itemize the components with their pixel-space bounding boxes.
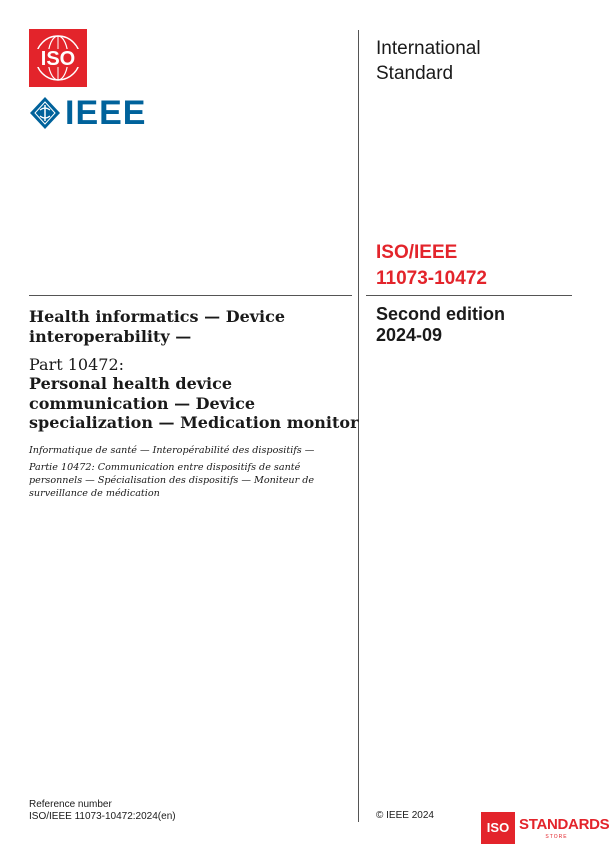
number-divider bbox=[366, 295, 572, 296]
standard-number bbox=[376, 240, 576, 292]
document-type-line2: Standard bbox=[376, 63, 454, 84]
reference-label: Reference number bbox=[29, 799, 112, 810]
ieee-diamond-icon bbox=[29, 96, 61, 130]
french-part-line1: Partie 10472: Communication entre dispositifs de santé bbox=[29, 462, 301, 473]
document-type-line1: International bbox=[376, 38, 481, 59]
ieee-logo bbox=[29, 96, 154, 130]
iso-globe-icon bbox=[29, 29, 87, 87]
document-type bbox=[376, 36, 576, 86]
store-badge-iso: ISO bbox=[481, 812, 515, 844]
part-title-line2: communication — Device bbox=[29, 393, 255, 413]
ieee-logo-text: IEEE bbox=[65, 94, 147, 132]
main-title bbox=[29, 307, 349, 347]
iso-logo bbox=[29, 29, 87, 87]
part-number: Part 10472: bbox=[29, 355, 125, 374]
title-divider bbox=[29, 295, 352, 296]
copyright-notice: © IEEE 2024 bbox=[376, 810, 434, 821]
store-badge-name: STANDARDS bbox=[519, 816, 609, 833]
store-badge-sub: STORE bbox=[545, 834, 568, 840]
edition-label: Second edition bbox=[376, 304, 506, 324]
standard-number-line2: 11073-10472 bbox=[376, 268, 487, 289]
french-part-line3: surveillance de médication bbox=[29, 488, 160, 499]
edition-block bbox=[376, 304, 576, 346]
main-title-line2: interoperability — bbox=[29, 327, 192, 346]
french-main-title: Informatique de santé — Interopérabilité des dispositifs — bbox=[29, 445, 315, 456]
main-title-line1: Health informatics — Device bbox=[29, 307, 286, 326]
reference-number: ISO/IEEE 11073-10472:2024(en) bbox=[29, 811, 176, 822]
standard-number-line1: ISO/IEEE bbox=[376, 242, 458, 263]
edition-date: 2024-09 bbox=[376, 325, 443, 345]
french-part-line2: personnels — Spécialisation des dispositifs — Moniteur de bbox=[29, 475, 315, 486]
part-title bbox=[29, 374, 359, 433]
part-title-line1: Personal health device bbox=[29, 374, 233, 393]
french-part-title bbox=[29, 461, 349, 500]
iso-logo-text: ISO bbox=[40, 48, 76, 70]
standards-store-badge[interactable] bbox=[481, 812, 609, 844]
part-title-line3: specialization — Medication monitor bbox=[29, 413, 359, 432]
